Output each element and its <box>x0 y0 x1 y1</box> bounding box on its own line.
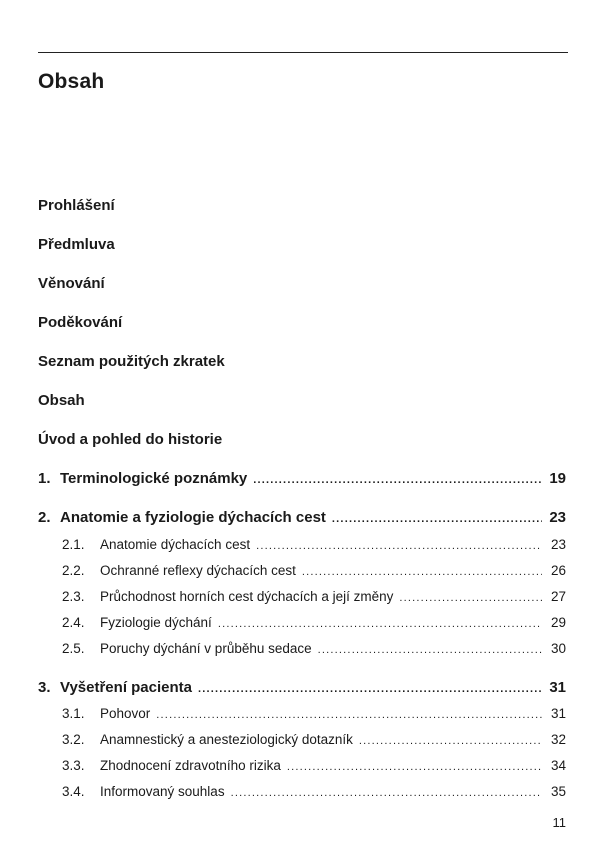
section-page: 30 <box>550 641 566 656</box>
section-number: 2.4. <box>62 615 85 630</box>
toc-section-row <box>62 783 566 801</box>
dot-leader <box>302 566 542 578</box>
dot-leader <box>231 787 542 799</box>
toc-entry-venovani: Věnování <box>38 275 105 292</box>
dot-leader <box>359 735 542 747</box>
dot-leader <box>287 761 542 773</box>
chapter-number: 1. <box>38 470 51 487</box>
chapter-number: 2. <box>38 509 51 526</box>
toc-section-row <box>62 731 566 749</box>
dot-leader <box>156 709 542 721</box>
toc-section-row <box>62 536 566 554</box>
section-title: Fyziologie dýchání <box>100 615 212 630</box>
dot-leader <box>332 513 542 525</box>
dot-leader <box>253 474 542 486</box>
dot-leader <box>256 540 542 552</box>
section-number: 3.3. <box>62 758 85 773</box>
section-page: 29 <box>550 615 566 630</box>
section-page: 34 <box>550 758 566 773</box>
chapter-page: 19 <box>549 470 566 487</box>
section-number: 3.1. <box>62 706 85 721</box>
toc-section-row <box>62 614 566 632</box>
section-title: Informovaný souhlas <box>100 784 225 799</box>
section-title: Anamnestický a anesteziologický dotazník <box>100 732 353 747</box>
toc-section-row <box>62 562 566 580</box>
toc-entry-podekovani: Poděkování <box>38 314 123 331</box>
section-page: 31 <box>550 706 566 721</box>
section-title: Pohovor <box>100 706 151 721</box>
section-number: 3.4. <box>62 784 85 799</box>
section-number: 2.5. <box>62 641 85 656</box>
section-title: Zhodnocení zdravotního rizika <box>100 758 281 773</box>
chapter-number: 3. <box>38 679 51 696</box>
section-number: 2.3. <box>62 589 85 604</box>
section-title: Poruchy dýchání v průběhu sedace <box>100 641 312 656</box>
dot-leader <box>318 644 542 656</box>
section-page: 35 <box>550 784 566 799</box>
chapter-title: Anatomie a fyziologie dýchacích cest <box>60 509 326 526</box>
dot-leader <box>198 683 542 695</box>
chapter-title: Vyšetření pacienta <box>60 679 193 696</box>
section-page: 26 <box>550 563 566 578</box>
dot-leader <box>218 618 542 630</box>
chapter-page: 31 <box>549 679 566 696</box>
chapter-title: Terminologické poznámky <box>60 470 248 487</box>
toc-section-row <box>62 705 566 723</box>
page-number: 11 <box>552 815 566 830</box>
toc-entry-predmluva: Předmluva <box>38 236 115 253</box>
chapter-page: 23 <box>549 509 566 526</box>
toc-entry-obsah: Obsah <box>38 392 85 409</box>
dot-leader <box>399 592 542 604</box>
toc-entry-uvod: Úvod a pohled do historie <box>38 431 223 448</box>
toc-entry-zkratky: Seznam použitých zkratek <box>38 353 225 370</box>
section-page: 32 <box>550 732 566 747</box>
toc-chapter-row <box>38 470 566 488</box>
top-rule <box>38 52 568 53</box>
section-page: 23 <box>550 537 566 552</box>
section-title: Ochranné reflexy dýchacích cest <box>100 563 296 578</box>
section-title: Anatomie dýchacích cest <box>100 537 251 552</box>
section-number: 3.2. <box>62 732 85 747</box>
toc-section-row <box>62 640 566 658</box>
toc-chapter-row <box>38 509 566 527</box>
toc-entry-prohlaseni: Prohlášení <box>38 197 115 214</box>
page-title: Obsah <box>38 70 105 93</box>
toc-section-row <box>62 588 566 606</box>
section-number: 2.2. <box>62 563 85 578</box>
section-page: 27 <box>550 589 566 604</box>
toc-chapter-row <box>38 679 566 697</box>
section-title: Průchodnost horních cest dýchacích a její změny <box>100 589 394 604</box>
toc-section-row <box>62 757 566 775</box>
section-number: 2.1. <box>62 537 85 552</box>
